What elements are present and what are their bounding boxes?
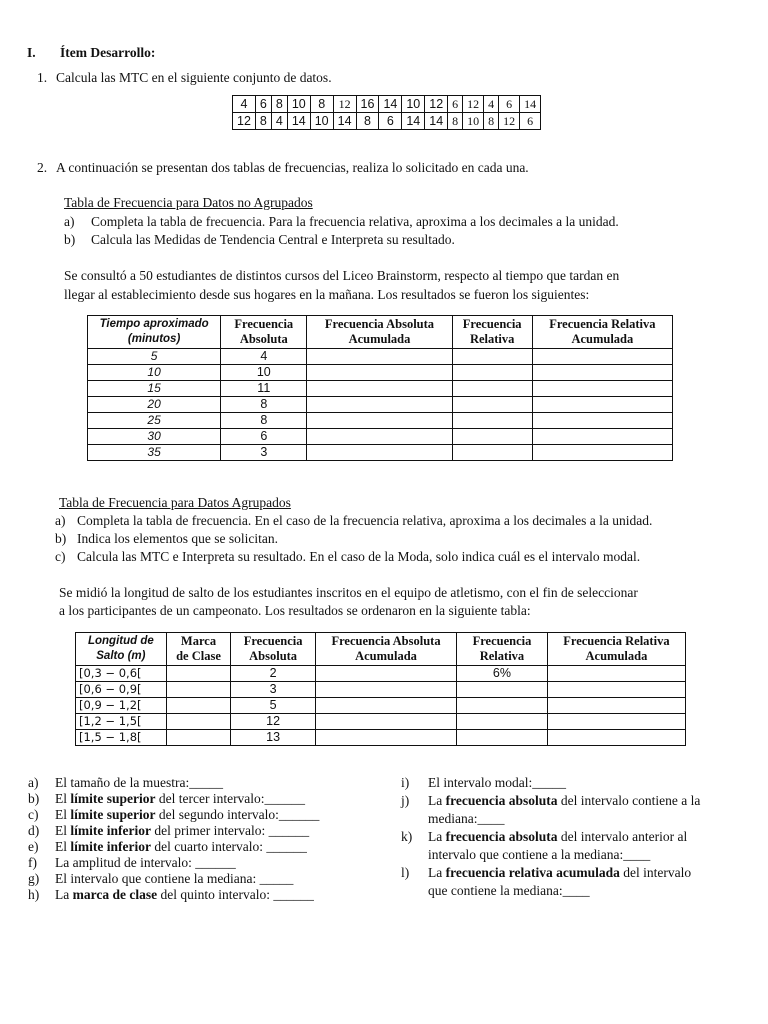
cum-abs-freq-cell[interactable] xyxy=(307,397,452,413)
question-h: h) La marca de clase del quinto intervalo: ______ xyxy=(28,887,314,902)
rel-freq-cell[interactable] xyxy=(457,730,548,746)
question-e: e) El límite inferior del cuarto intervalo: ______ xyxy=(28,839,307,854)
rel-freq-cell[interactable] xyxy=(457,682,548,698)
part-b-heading: Tabla de Frecuencia para Datos Agrupados xyxy=(59,495,291,510)
class-mark-cell[interactable] xyxy=(166,714,231,730)
cum-rel-freq-cell[interactable] xyxy=(532,381,672,397)
table-header-row xyxy=(88,316,673,349)
data-row-1 xyxy=(233,96,541,113)
time-cell: 5 xyxy=(88,349,221,365)
data-cell: 6 xyxy=(379,113,402,130)
rel-freq-cell[interactable] xyxy=(457,698,548,714)
interval-cell: [0,3 − 0,6[ xyxy=(76,666,167,682)
table-row xyxy=(76,666,686,682)
q1-text: Calcula las MTC en el siguiente conjunto de datos. xyxy=(56,70,332,85)
time-cell: 10 xyxy=(88,365,221,381)
data-cell: 6 xyxy=(499,96,520,113)
class-mark-cell[interactable] xyxy=(166,698,231,714)
part-a-item-a: a) Completa la tabla de frecuencia. Para la frecuencia relativa, aproxima a los decimales a la unidad. xyxy=(64,214,619,229)
interval-cell: [1,2 − 1,5[ xyxy=(76,714,167,730)
q2-number: 2. xyxy=(37,160,48,175)
part-a-item-b: b) Calcula las Medidas de Tendencia Central e Interpreta su resultado. xyxy=(64,232,455,247)
abs-freq-cell: 4 xyxy=(221,349,307,365)
col-header-rel-freq: Frecuencia Relativa xyxy=(452,316,532,349)
abs-freq-cell: 12 xyxy=(231,714,316,730)
abs-freq-cell: 5 xyxy=(231,698,316,714)
abs-freq-cell: 2 xyxy=(231,666,316,682)
questions-left-column xyxy=(28,775,319,903)
data-set-table xyxy=(232,95,541,130)
time-cell: 25 xyxy=(88,413,221,429)
rel-freq-cell[interactable] xyxy=(452,397,532,413)
abs-freq-cell: 10 xyxy=(221,365,307,381)
table-row xyxy=(88,381,673,397)
abs-freq-cell: 8 xyxy=(221,413,307,429)
table-row xyxy=(88,349,673,365)
question-j-continued: mediana:____ xyxy=(428,811,505,826)
data-cell: 14 xyxy=(287,113,310,130)
cum-rel-freq-cell[interactable] xyxy=(532,349,672,365)
rel-freq-cell[interactable] xyxy=(457,714,548,730)
question-j: j) La frecuencia absoluta del intervalo contiene a la xyxy=(401,793,701,808)
q1-number: 1. xyxy=(37,70,48,85)
table-row xyxy=(88,413,673,429)
data-cell: 8 xyxy=(448,113,463,130)
col-header-cum-abs-freq: Frecuencia Absoluta Acumulada xyxy=(307,316,452,349)
cum-abs-freq-cell[interactable] xyxy=(307,429,452,445)
col-header-rel-freq: Frecuencia Relativa xyxy=(457,633,548,666)
data-cell: 6 xyxy=(520,113,541,130)
abs-freq-cell: 3 xyxy=(231,682,316,698)
abs-freq-cell: 11 xyxy=(221,381,307,397)
data-cell: 4 xyxy=(484,96,499,113)
cum-rel-freq-cell[interactable] xyxy=(547,666,685,682)
abs-freq-cell: 6 xyxy=(221,429,307,445)
cum-rel-freq-cell[interactable] xyxy=(532,397,672,413)
frequency-table-grouped xyxy=(75,632,686,746)
cum-abs-freq-cell[interactable] xyxy=(315,682,456,698)
part-b-item-c: c) Calcula las MTC e Interpreta su resultado. En el caso de la Moda, solo indica cuál es el intervalo modal. xyxy=(55,549,641,564)
data-cell: 8 xyxy=(484,113,499,130)
cum-abs-freq-cell[interactable] xyxy=(315,730,456,746)
question-c: c) El límite superior del segundo intervalo:______ xyxy=(28,807,320,822)
cum-abs-freq-cell[interactable] xyxy=(307,365,452,381)
table-row xyxy=(88,397,673,413)
q2-text: A continuación se presentan dos tablas de frecuencias, realiza lo solicitado en cada una. xyxy=(56,160,529,175)
data-cell: 6 xyxy=(255,96,271,113)
part-a-heading: Tabla de Frecuencia para Datos no Agrupados xyxy=(64,195,313,210)
data-cell: 8 xyxy=(310,96,333,113)
col-header-abs-freq: Frecuencia Absoluta xyxy=(221,316,307,349)
part-a-paragraph-line-2: llegar al establecimiento desde sus hogares en la mañana. Los resultados se fueron los siguientes: xyxy=(64,287,590,302)
cum-abs-freq-cell[interactable] xyxy=(307,445,452,461)
data-cell: 8 xyxy=(255,113,271,130)
interval-cell: [0,6 − 0,9[ xyxy=(76,682,167,698)
col-header-time: Tiempo aproximado (minutos) xyxy=(88,316,221,349)
question-k-continued: intervalo que contiene a la mediana:____ xyxy=(428,847,651,862)
table-header-row xyxy=(76,633,686,666)
question-a: a) El tamaño de la muestra:_____ xyxy=(28,775,223,790)
data-cell: 8 xyxy=(271,96,287,113)
data-cell: 12 xyxy=(333,96,356,113)
col-header-abs-freq: Frecuencia Absoluta xyxy=(231,633,316,666)
time-cell: 15 xyxy=(88,381,221,397)
data-cell: 12 xyxy=(233,113,256,130)
table-row xyxy=(76,698,686,714)
cum-rel-freq-cell[interactable] xyxy=(532,429,672,445)
part-b-item-a: a) Completa la tabla de frecuencia. En el caso de la frecuencia relativa, aproxima a los decimales a la unidad. xyxy=(55,513,653,528)
data-cell: 14 xyxy=(520,96,541,113)
abs-freq-cell: 3 xyxy=(221,445,307,461)
question-l-continued: que contiene la mediana:____ xyxy=(428,883,590,898)
abs-freq-cell: 8 xyxy=(221,397,307,413)
col-header-jump-length: Longitud de Salto (m) xyxy=(76,633,167,666)
interval-cell: [1,5 − 1,8[ xyxy=(76,730,167,746)
cum-rel-freq-cell[interactable] xyxy=(532,445,672,461)
rel-freq-cell[interactable] xyxy=(452,413,532,429)
data-cell: 12 xyxy=(463,96,484,113)
data-cell: 4 xyxy=(271,113,287,130)
question-f: f) La amplitud de intervalo: ______ xyxy=(28,855,236,870)
section-number: I. xyxy=(27,45,36,60)
class-mark-cell[interactable] xyxy=(166,682,231,698)
data-cell: 10 xyxy=(287,96,310,113)
time-cell: 20 xyxy=(88,397,221,413)
col-header-class-mark: Marca de Clase xyxy=(166,633,231,666)
frequency-table-ungrouped xyxy=(87,315,673,461)
part-b-item-b: b) Indica los elementos que se solicitan. xyxy=(55,531,278,546)
data-cell: 10 xyxy=(463,113,484,130)
question-k: k) La frecuencia absoluta del intervalo anterior al xyxy=(401,829,688,844)
time-cell: 35 xyxy=(88,445,221,461)
table-row xyxy=(76,730,686,746)
data-row-2 xyxy=(233,113,541,130)
data-cell: 14 xyxy=(379,96,402,113)
cum-rel-freq-cell[interactable] xyxy=(532,365,672,381)
question-i: i) El intervalo modal:_____ xyxy=(401,775,566,790)
class-mark-cell[interactable] xyxy=(166,730,231,746)
rel-freq-cell[interactable] xyxy=(452,429,532,445)
part-b-paragraph-line-2: a los participantes de un campeonato. Los resultados se ordenaron en la siguiente tabla: xyxy=(59,603,531,618)
time-cell: 30 xyxy=(88,429,221,445)
cum-rel-freq-cell[interactable] xyxy=(547,714,685,730)
data-cell: 14 xyxy=(425,113,448,130)
cum-rel-freq-cell[interactable] xyxy=(532,413,672,429)
table-row xyxy=(76,714,686,730)
question-d: d) El límite inferior del primer intervalo: ______ xyxy=(28,823,310,838)
data-cell: 14 xyxy=(333,113,356,130)
data-cell: 12 xyxy=(499,113,520,130)
question-b: b) El límite superior del tercer intervalo:______ xyxy=(28,791,306,806)
cum-rel-freq-cell[interactable] xyxy=(547,682,685,698)
cum-abs-freq-cell[interactable] xyxy=(315,714,456,730)
data-cell: 10 xyxy=(402,96,425,113)
data-cell: 8 xyxy=(356,113,379,130)
rel-freq-cell[interactable] xyxy=(452,365,532,381)
part-b-paragraph-line-1: Se midió la longitud de salto de los estudiantes inscritos en el equipo de atletismo, con el fin de seleccionar xyxy=(59,585,638,600)
rel-freq-cell[interactable] xyxy=(452,381,532,397)
rel-freq-cell[interactable] xyxy=(452,349,532,365)
col-header-cum-rel-freq: Frecuencia Relativa Acumulada xyxy=(547,633,685,666)
rel-freq-cell[interactable] xyxy=(452,445,532,461)
table-row xyxy=(88,445,673,461)
data-cell: 6 xyxy=(448,96,463,113)
rel-freq-cell[interactable]: 6% xyxy=(457,666,548,682)
section-title: Ítem Desarrollo: xyxy=(60,45,156,60)
data-cell: 4 xyxy=(233,96,256,113)
table-row xyxy=(76,682,686,698)
data-cell: 10 xyxy=(310,113,333,130)
cum-rel-freq-cell[interactable] xyxy=(547,730,685,746)
cum-abs-freq-cell[interactable] xyxy=(307,413,452,429)
data-cell: 12 xyxy=(425,96,448,113)
class-mark-cell[interactable] xyxy=(166,666,231,682)
part-a-paragraph-line-1: Se consultó a 50 estudiantes de distintos cursos del Liceo Brainstorm, respecto al tiempo que tardan en xyxy=(64,268,620,283)
data-cell: 14 xyxy=(402,113,425,130)
cum-abs-freq-cell[interactable] xyxy=(307,381,452,397)
cum-abs-freq-cell[interactable] xyxy=(315,666,456,682)
table-row xyxy=(88,429,673,445)
cum-abs-freq-cell[interactable] xyxy=(307,349,452,365)
question-g: g) El intervalo que contiene la mediana: _____ xyxy=(28,871,294,886)
cum-rel-freq-cell[interactable] xyxy=(547,698,685,714)
question-l: l) La frecuencia relativa acumulada del intervalo xyxy=(401,865,692,880)
cum-abs-freq-cell[interactable] xyxy=(315,698,456,714)
interval-cell: [0,9 − 1,2[ xyxy=(76,698,167,714)
col-header-cum-rel-freq: Frecuencia Relativa Acumulada xyxy=(532,316,672,349)
abs-freq-cell: 13 xyxy=(231,730,316,746)
table-row xyxy=(88,365,673,381)
col-header-cum-abs-freq: Frecuencia Absoluta Acumulada xyxy=(315,633,456,666)
data-cell: 16 xyxy=(356,96,379,113)
